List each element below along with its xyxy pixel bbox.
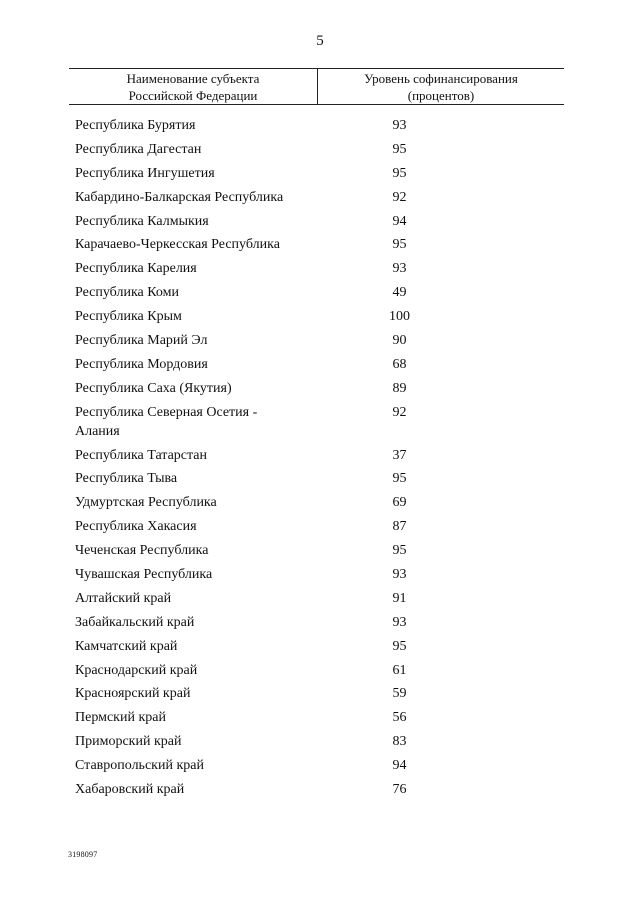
subject-name: Республика Ингушетия [75, 165, 215, 181]
subject-name: Пермский край [75, 710, 166, 726]
subject-name: Республика Северная Осетия - Алания [75, 404, 258, 439]
subject-name: Кабардино-Балкарская Республика [75, 189, 284, 205]
subject-name: Республика Тыва [75, 471, 178, 487]
subject-name: Республика Мордовия [75, 356, 208, 372]
cofinancing-level: 92 [392, 189, 407, 205]
subject-name: Республика Крым [75, 309, 182, 325]
subject-name: Карачаево-Черкесская Республика [75, 237, 280, 253]
subject-name: Алтайский край [75, 590, 172, 606]
cofinancing-level: 93 [392, 261, 407, 277]
cofinancing-level: 93 [392, 614, 407, 630]
cofinancing-level: 93 [392, 567, 407, 583]
table-row [75, 403, 515, 441]
subject-name: Республика Бурятия [75, 118, 196, 133]
table-row [75, 379, 515, 398]
cofinancing-level: 95 [392, 543, 407, 559]
table-row [75, 307, 515, 326]
table-row [75, 283, 515, 302]
table-row [75, 116, 515, 135]
cofinancing-level: 89 [392, 380, 407, 396]
table-row [75, 164, 515, 183]
cofinancing-level: 83 [392, 734, 407, 750]
table-row [75, 517, 515, 536]
table-row [75, 446, 515, 465]
table-body [75, 116, 515, 804]
subject-name: Республика Татарстан [75, 447, 208, 463]
page-number: 5 [316, 33, 324, 49]
table-row [75, 355, 515, 374]
subject-name: Республика Хакасия [75, 519, 197, 535]
table-row [75, 756, 515, 775]
table-row [75, 589, 515, 608]
cofinancing-level: 56 [392, 710, 407, 726]
subject-name: Чеченская Республика [75, 543, 209, 559]
cofinancing-level: 69 [392, 495, 407, 511]
subject-name: Чувашская Республика [75, 567, 213, 583]
cofinancing-level: 61 [392, 662, 407, 678]
column-header-subject-line2: Российской Федерации [128, 88, 258, 103]
table-row [75, 212, 515, 231]
table-row [75, 331, 515, 350]
subject-name: Ставропольский край [75, 758, 204, 774]
subject-name: Камчатский край [75, 638, 178, 654]
cofinancing-level: 92 [392, 404, 407, 420]
cofinancing-level: 68 [392, 356, 407, 372]
subject-name: Республика Марий Эл [75, 333, 208, 349]
subject-name: Республика Дагестан [75, 141, 202, 157]
cofinancing-level: 49 [392, 285, 407, 301]
subject-name: Республика Коми [75, 285, 179, 301]
subject-name: Красноярский край [75, 686, 191, 702]
subject-name: Республика Калмыкия [75, 213, 209, 229]
table-row [75, 565, 515, 584]
table-row [75, 541, 515, 560]
subject-name: Забайкальский край [75, 614, 195, 630]
column-header-cofinancing-line2: (процентов) [407, 88, 475, 103]
column-header-cofinancing-line1: Уровень софинансирования [364, 71, 518, 86]
table-row [75, 732, 515, 751]
cofinancing-level: 95 [392, 141, 407, 157]
table-row [75, 188, 515, 207]
subject-name: Краснодарский край [75, 662, 198, 678]
cofinancing-level: 95 [392, 237, 407, 253]
table-row [75, 613, 515, 632]
subject-name: Приморский край [75, 734, 182, 750]
cofinancing-level: 90 [392, 333, 407, 349]
cofinancing-level: 37 [392, 447, 407, 463]
column-header-cofinancing [318, 70, 564, 104]
cofinancing-level: 94 [392, 213, 407, 229]
table-row [75, 493, 515, 512]
cofinancing-level: 59 [392, 686, 407, 702]
cofinancing-level: 91 [392, 590, 407, 606]
table-row [75, 661, 515, 680]
subject-name: Республика Карелия [75, 261, 197, 277]
table-row [75, 684, 515, 703]
cofinancing-level: 87 [392, 519, 407, 535]
table-header-bottom-rule [69, 104, 564, 105]
cofinancing-level: 76 [392, 782, 407, 798]
cofinancing-level: 95 [392, 471, 407, 487]
document-code: 3198097 [68, 850, 98, 859]
table-row [75, 259, 515, 278]
cofinancing-level: 95 [392, 165, 407, 181]
table-row [75, 235, 515, 254]
subject-name: Хабаровский край [75, 782, 185, 798]
table-row [75, 780, 515, 799]
table-row [75, 708, 515, 727]
table-row [75, 637, 515, 656]
cofinancing-level: 94 [392, 758, 407, 774]
column-header-subject [69, 70, 317, 104]
cofinancing-level: 93 [392, 118, 407, 133]
subject-name: Удмуртская Республика [75, 495, 217, 511]
table-row [75, 469, 515, 488]
column-header-subject-line1: Наименование субъекта [126, 71, 260, 86]
table-row [75, 140, 515, 159]
cofinancing-level: 95 [392, 638, 407, 654]
subject-name: Республика Саха (Якутия) [75, 380, 232, 396]
cofinancing-level: 100 [388, 309, 410, 325]
